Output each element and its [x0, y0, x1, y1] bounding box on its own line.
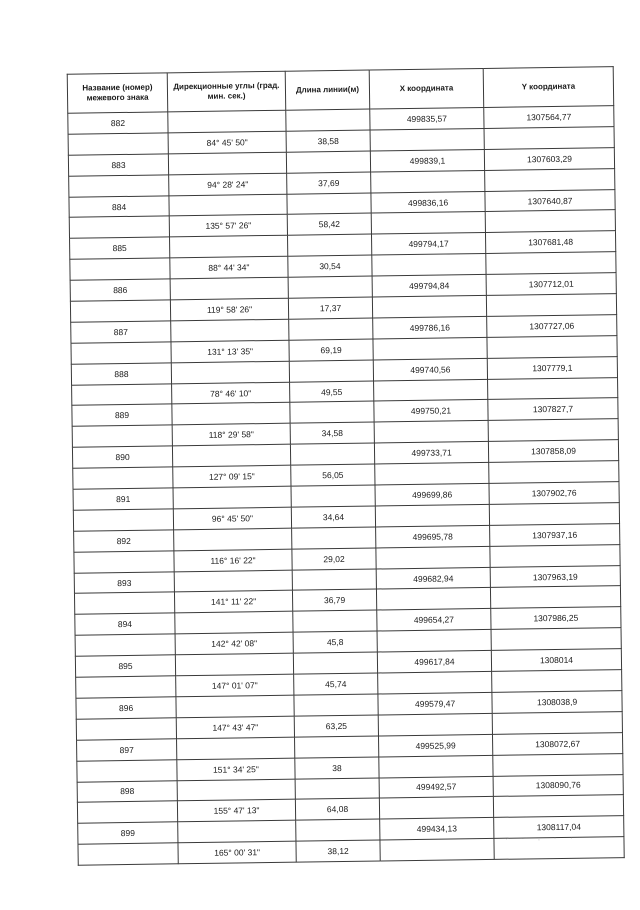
- y-coordinate-cell: [490, 544, 620, 567]
- y-coordinate-cell: 1308072,67: [492, 732, 622, 755]
- direction-angle-cell: 88° 44' 34": [170, 256, 288, 279]
- direction-angle-cell: 116° 16' 22": [174, 549, 292, 572]
- y-coordinate-cell: [486, 252, 616, 275]
- y-coordinate-cell: [492, 711, 622, 734]
- x-coordinate-cell: 499750,21: [374, 400, 488, 422]
- direction-angle-cell: [175, 612, 293, 635]
- marker-name-cell: 894: [75, 613, 175, 635]
- x-coordinate-cell: 499617,84: [377, 651, 491, 673]
- marker-name-cell: [73, 509, 173, 531]
- line-length-cell: [292, 569, 376, 591]
- direction-angle-cell: 78° 46' 10": [172, 382, 290, 405]
- line-length-cell: 58,42: [287, 213, 371, 235]
- direction-angle-cell: 119° 58' 26": [170, 298, 288, 321]
- line-length-cell: [288, 234, 372, 256]
- line-length-cell: [289, 318, 373, 340]
- x-coordinate-cell: 499699,86: [375, 483, 489, 505]
- table-body: [68, 106, 624, 866]
- x-coordinate-cell: 499733,71: [374, 442, 488, 464]
- marker-name-cell: [70, 258, 170, 280]
- direction-angle-cell: 127° 09' 15": [173, 465, 291, 488]
- x-coordinate-cell: [372, 254, 486, 276]
- line-length-cell: [295, 736, 379, 758]
- marker-name-cell: 886: [70, 279, 170, 301]
- marker-name-cell: [70, 300, 170, 322]
- y-coordinate-cell: [485, 168, 615, 191]
- line-length-cell: [291, 485, 375, 507]
- x-coordinate-cell: [375, 504, 489, 526]
- direction-angle-cell: [169, 194, 287, 217]
- line-length-cell: 69,19: [289, 339, 373, 361]
- marker-name-cell: 896: [76, 697, 176, 719]
- marker-name-cell: 890: [72, 446, 172, 468]
- x-coordinate-cell: [371, 212, 485, 234]
- direction-angle-cell: [174, 528, 292, 551]
- direction-angle-cell: [175, 653, 293, 676]
- marker-name-cell: 889: [72, 404, 172, 426]
- x-coordinate-cell: [372, 295, 486, 317]
- x-coordinate-cell: 499740,56: [373, 358, 487, 380]
- line-length-cell: 49,55: [290, 381, 374, 403]
- marker-name-cell: 893: [74, 571, 174, 593]
- y-coordinate-cell: 1308117,04: [494, 816, 624, 839]
- line-length-cell: 17,37: [288, 297, 372, 319]
- line-length-cell: 34,64: [291, 506, 375, 528]
- line-length-cell: 38: [295, 757, 379, 779]
- y-coordinate-cell: [488, 377, 618, 400]
- y-coordinate-cell: [487, 335, 617, 358]
- y-coordinate-cell: 1307858,09: [488, 440, 618, 463]
- line-length-cell: [286, 151, 370, 173]
- line-length-cell: [294, 694, 378, 716]
- y-coordinate-cell: 1307986,25: [491, 607, 621, 630]
- y-coordinate-cell: [493, 753, 623, 776]
- marker-name-cell: 885: [70, 237, 170, 259]
- x-coordinate-cell: [378, 671, 492, 693]
- line-length-cell: 56,05: [291, 464, 375, 486]
- y-coordinate-cell: 1307902,76: [489, 482, 619, 505]
- marker-name-cell: 884: [69, 195, 169, 217]
- x-coordinate-cell: [376, 588, 490, 610]
- line-length-cell: 37,69: [287, 172, 371, 194]
- y-coordinate-cell: 1307963,19: [490, 565, 620, 588]
- marker-name-cell: [72, 383, 172, 405]
- x-coordinate-cell: [377, 630, 491, 652]
- direction-angle-cell: [178, 820, 296, 843]
- line-length-cell: 38,12: [296, 840, 380, 862]
- direction-angle-cell: 165° 00' 31": [178, 841, 296, 864]
- direction-angle-cell: [172, 403, 290, 426]
- x-coordinate-cell: 499695,78: [376, 525, 490, 547]
- direction-angle-cell: 84° 45' 50": [168, 131, 286, 154]
- header-x-coordinate: X координата: [369, 68, 484, 109]
- line-length-cell: [292, 527, 376, 549]
- y-coordinate-cell: [486, 294, 616, 317]
- x-coordinate-cell: 499525,99: [378, 734, 492, 756]
- marker-name-cell: [75, 634, 175, 656]
- marker-name-cell: 883: [68, 154, 168, 176]
- direction-angle-cell: [172, 444, 290, 467]
- line-length-cell: 38,58: [286, 130, 370, 152]
- line-length-cell: [293, 652, 377, 674]
- direction-angle-cell: [170, 236, 288, 259]
- line-length-cell: 64,08: [295, 798, 379, 820]
- x-coordinate-cell: 499839,1: [370, 149, 484, 171]
- y-coordinate-cell: 1308038,9: [492, 691, 622, 714]
- marker-name-cell: [68, 133, 168, 155]
- direction-angle-cell: [176, 695, 294, 718]
- y-coordinate-cell: [491, 628, 621, 651]
- direction-angle-cell: 147° 01' 07": [176, 674, 294, 697]
- y-coordinate-cell: [492, 670, 622, 693]
- x-coordinate-cell: 499579,47: [378, 692, 492, 714]
- line-length-cell: 36,79: [292, 589, 376, 611]
- boundary-coordinates-table: [67, 66, 625, 866]
- marker-name-cell: [78, 843, 178, 865]
- x-coordinate-cell: [376, 546, 490, 568]
- line-length-cell: [290, 443, 374, 465]
- direction-angle-cell: 147° 43' 47": [176, 716, 294, 739]
- x-coordinate-cell: 499836,16: [371, 191, 485, 213]
- direction-angle-cell: 141° 11' 22": [174, 591, 292, 614]
- y-coordinate-cell: 1307603,29: [484, 147, 614, 170]
- marker-name-cell: [77, 759, 177, 781]
- direction-angle-cell: 94° 28' 24": [169, 173, 287, 196]
- marker-name-cell: 882: [68, 112, 168, 134]
- y-coordinate-cell: 1307779,1: [487, 356, 617, 379]
- direction-angle-cell: [177, 779, 295, 802]
- x-coordinate-cell: [378, 713, 492, 735]
- direction-angle-cell: [168, 110, 286, 133]
- y-coordinate-cell: [485, 210, 615, 233]
- x-coordinate-cell: [375, 463, 489, 485]
- line-length-cell: 45,74: [294, 673, 378, 695]
- line-length-cell: [296, 819, 380, 841]
- direction-angle-cell: 135° 57' 26": [169, 215, 287, 238]
- line-length-cell: 30,54: [288, 255, 372, 277]
- direction-angle-cell: [171, 319, 289, 342]
- header-line-length: Длина линии(м): [285, 70, 370, 110]
- x-coordinate-cell: [379, 797, 493, 819]
- y-coordinate-cell: [493, 795, 623, 818]
- x-coordinate-cell: 499835,57: [370, 107, 484, 129]
- marker-name-cell: 897: [77, 739, 177, 761]
- direction-angle-cell: 155° 47' 13": [177, 800, 295, 823]
- scan-noise: · · . · ·: [505, 834, 579, 843]
- y-coordinate-cell: 1307640,87: [485, 189, 615, 212]
- line-length-cell: [286, 109, 370, 131]
- x-coordinate-cell: 499654,27: [377, 609, 491, 631]
- y-coordinate-cell: 1307681,48: [485, 231, 615, 254]
- y-coordinate-cell: 1308090,76: [493, 774, 623, 797]
- x-coordinate-cell: 499786,16: [373, 316, 487, 338]
- direction-angle-cell: [177, 737, 295, 760]
- line-length-cell: 63,25: [294, 715, 378, 737]
- y-coordinate-cell: [488, 419, 618, 442]
- x-coordinate-cell: [374, 421, 488, 443]
- direction-angle-cell: [173, 486, 291, 509]
- direction-angle-cell: [171, 361, 289, 384]
- x-coordinate-cell: 499434,13: [380, 818, 494, 840]
- marker-name-cell: 899: [78, 822, 178, 844]
- direction-angle-cell: 96° 45' 50": [173, 507, 291, 530]
- direction-angle-cell: 151° 34' 25": [177, 758, 295, 781]
- marker-name-cell: [76, 718, 176, 740]
- direction-angle-cell: 142° 42' 08": [175, 632, 293, 655]
- direction-angle-cell: 118° 29' 58": [172, 424, 290, 447]
- line-length-cell: 29,02: [292, 548, 376, 570]
- y-coordinate-cell: 1307937,16: [490, 523, 620, 546]
- x-coordinate-cell: 499794,84: [372, 275, 486, 297]
- line-length-cell: [289, 360, 373, 382]
- y-coordinate-cell: 1307727,06: [487, 315, 617, 338]
- line-length-cell: [295, 777, 379, 799]
- direction-angle-cell: [170, 277, 288, 300]
- header-marker-name: Название (номер) межевого знака: [67, 73, 168, 113]
- y-coordinate-cell: 1308014: [491, 649, 621, 672]
- marker-name-cell: 887: [71, 321, 171, 343]
- marker-name-cell: 891: [73, 488, 173, 510]
- y-coordinate-cell: [484, 127, 614, 150]
- line-length-cell: 34,58: [290, 422, 374, 444]
- x-coordinate-cell: [380, 839, 494, 861]
- marker-name-cell: [74, 592, 174, 614]
- y-coordinate-cell: [490, 586, 620, 609]
- x-coordinate-cell: 499682,94: [376, 567, 490, 589]
- direction-angle-cell: [174, 570, 292, 593]
- y-coordinate-cell: 1307712,01: [486, 273, 616, 296]
- marker-name-cell: [77, 801, 177, 823]
- x-coordinate-cell: [371, 170, 485, 192]
- x-coordinate-cell: [370, 128, 484, 150]
- y-coordinate-cell: [489, 461, 619, 484]
- x-coordinate-cell: [374, 379, 488, 401]
- marker-name-cell: 888: [71, 363, 171, 385]
- x-coordinate-cell: [379, 755, 493, 777]
- x-coordinate-cell: [373, 337, 487, 359]
- marker-name-cell: 895: [75, 655, 175, 677]
- marker-name-cell: [69, 216, 169, 238]
- line-length-cell: [293, 610, 377, 632]
- header-direction-angle: Дирекционные углы (град. мин. сек.): [167, 71, 286, 112]
- marker-name-cell: [71, 342, 171, 364]
- marker-name-cell: [74, 551, 174, 573]
- marker-name-cell: 898: [77, 780, 177, 802]
- line-length-cell: [287, 193, 371, 215]
- y-coordinate-cell: 1307564,77: [484, 106, 614, 129]
- y-coordinate-cell: 1307827,7: [488, 398, 618, 421]
- line-length-cell: 45,8: [293, 631, 377, 653]
- line-length-cell: [288, 276, 372, 298]
- marker-name-cell: 892: [74, 530, 174, 552]
- x-coordinate-cell: 499492,57: [379, 776, 493, 798]
- line-length-cell: [290, 401, 374, 423]
- marker-name-cell: [76, 676, 176, 698]
- direction-angle-cell: 131° 13' 35": [171, 340, 289, 363]
- x-coordinate-cell: 499794,17: [371, 233, 485, 255]
- header-y-coordinate: Y координата: [483, 67, 614, 108]
- marker-name-cell: [69, 175, 169, 197]
- y-coordinate-cell: [489, 503, 619, 526]
- marker-name-cell: [73, 467, 173, 489]
- direction-angle-cell: [168, 152, 286, 175]
- marker-name-cell: [72, 425, 172, 447]
